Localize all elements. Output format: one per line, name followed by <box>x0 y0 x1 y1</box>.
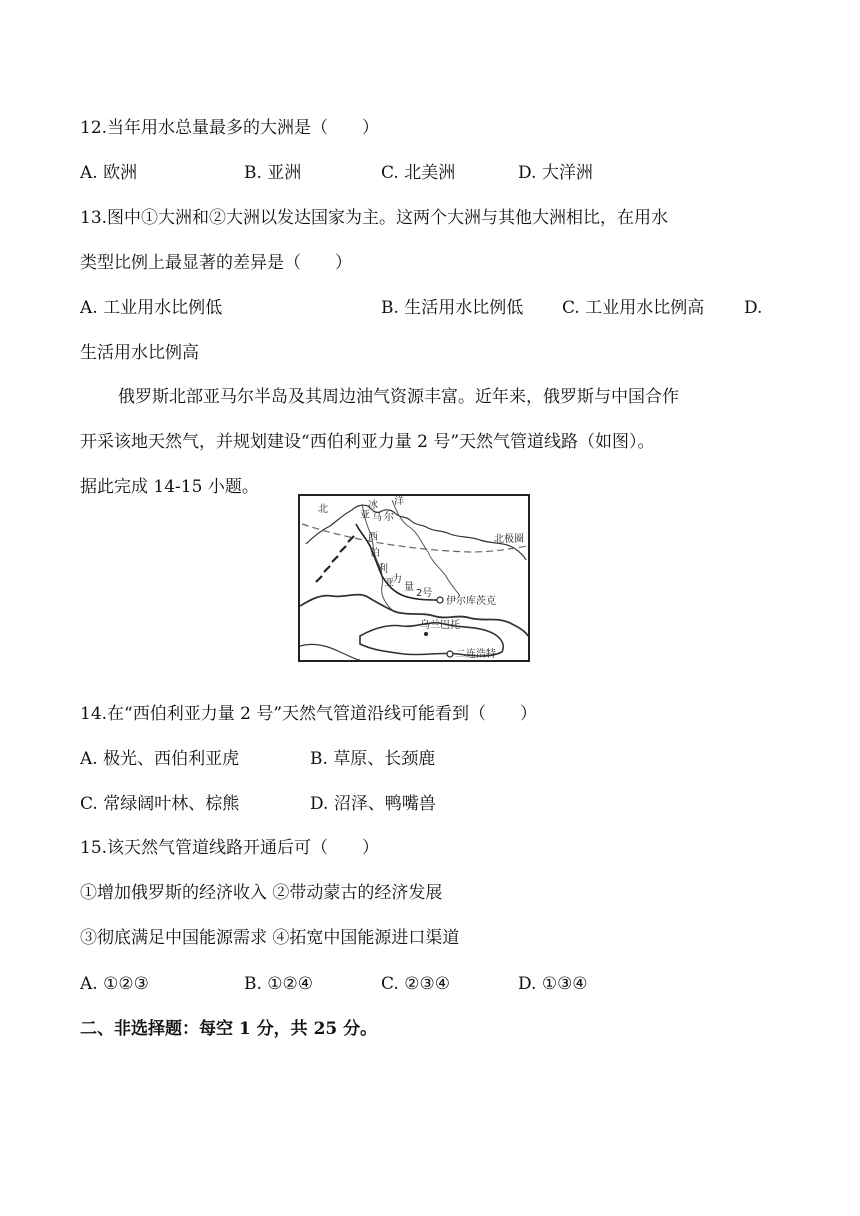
passage-line2: 开采该地天然气，并规划建设“西伯利亚力量 2 号”天然气管道线路（如图）。 <box>80 432 655 452</box>
q12-option-b: B. 亚洲 <box>244 163 302 183</box>
q14-stem: 14.在“西伯利亚力量 2 号”天然气管道沿线可能看到（ ） <box>80 704 538 724</box>
label-arctic-circle: 北极圈 <box>494 534 524 545</box>
label-er: 尔 <box>384 512 394 523</box>
passage-line3: 据此完成 14-15 小题。 <box>80 477 259 497</box>
existing-pipeline-hatch <box>316 536 354 582</box>
label-bei: 北 <box>318 504 328 515</box>
label-irkutsk: 伊尔库茨克 <box>446 596 496 607</box>
q15-statements-1: ①增加俄罗斯的经济收入 ②带动蒙古的经济发展 <box>80 883 443 903</box>
section2-title: 二、非选择题：每空 1 分，共 25 分。 <box>80 1019 378 1039</box>
label-bo: 伯 <box>370 548 380 559</box>
region-boundary <box>392 500 460 596</box>
label-yang: 洋 <box>394 496 404 507</box>
q15-option-b: B. ①②④ <box>244 974 314 994</box>
label-bing: 冰 <box>368 500 378 511</box>
q12-option-d: D. 大洋洲 <box>518 163 593 183</box>
q14-option-a: A. 极光、西伯利亚虎 <box>80 749 240 769</box>
label-hao: 2号 <box>416 588 433 599</box>
q14-option-d: D. 沼泽、鸭嘴兽 <box>310 794 436 814</box>
pipeline-map-svg <box>300 496 528 660</box>
q13-option-c: C. 工业用水比例高 <box>562 298 705 318</box>
q14-option-b: B. 草原、长颈鹿 <box>310 749 436 769</box>
pipeline-map <box>298 494 530 662</box>
label-ya: 亚 <box>360 510 370 521</box>
label-ulaanbaatar: 乌兰巴托 <box>420 620 460 631</box>
q13-option-a: A. 工业用水比例低 <box>80 298 223 318</box>
q13-option-d-text: 生活用水比例高 <box>80 343 199 363</box>
irkutsk-dot <box>437 597 443 603</box>
label-erenhot: 二连浩特 <box>456 649 496 660</box>
west-border <box>300 644 360 660</box>
label-li: 利 <box>378 564 388 575</box>
label-ma: 马 <box>372 512 382 523</box>
passage-line1: 俄罗斯北部亚马尔半岛及其周边油气资源丰富。近年来，俄罗斯与中国合作 <box>118 387 679 407</box>
q15-statements-2: ③彻底满足中国能源需求 ④拓宽中国能源进口渠道 <box>80 928 460 948</box>
q15-option-d: D. ①③④ <box>518 974 588 994</box>
q13-stem-line1: 13.图中①大洲和②大洲以发达国家为主。这两个大洲与其他大洲相比，在用水 <box>80 208 669 228</box>
ulaanbaatar-dot <box>424 632 428 636</box>
arctic-coastline <box>306 505 526 560</box>
label-li2: 力 <box>392 574 402 585</box>
q12-option-c: C. 北美洲 <box>381 163 456 183</box>
q15-option-a: A. ①②③ <box>80 974 149 994</box>
erenhot-dot <box>447 651 453 657</box>
q12-option-a: A. 欧洲 <box>80 163 138 183</box>
q13-stem-line2: 类型比例上最显著的差异是（ ） <box>80 253 352 273</box>
q13-option-d-letter: D. <box>744 298 763 318</box>
q13-option-b: B. 生活用水比例低 <box>381 298 524 318</box>
q15-stem: 15.该天然气管道线路开通后可（ ） <box>80 838 380 858</box>
q15-option-c: C. ②③④ <box>381 974 450 994</box>
q14-option-c: C. 常绿阔叶林、棕熊 <box>80 794 240 814</box>
label-liang: 量 <box>404 582 414 593</box>
label-ya2: 亚 <box>384 578 394 589</box>
q12-stem: 12.当年用水总量最多的大洲是（ ） <box>80 118 380 138</box>
label-xi: 西 <box>368 532 378 543</box>
